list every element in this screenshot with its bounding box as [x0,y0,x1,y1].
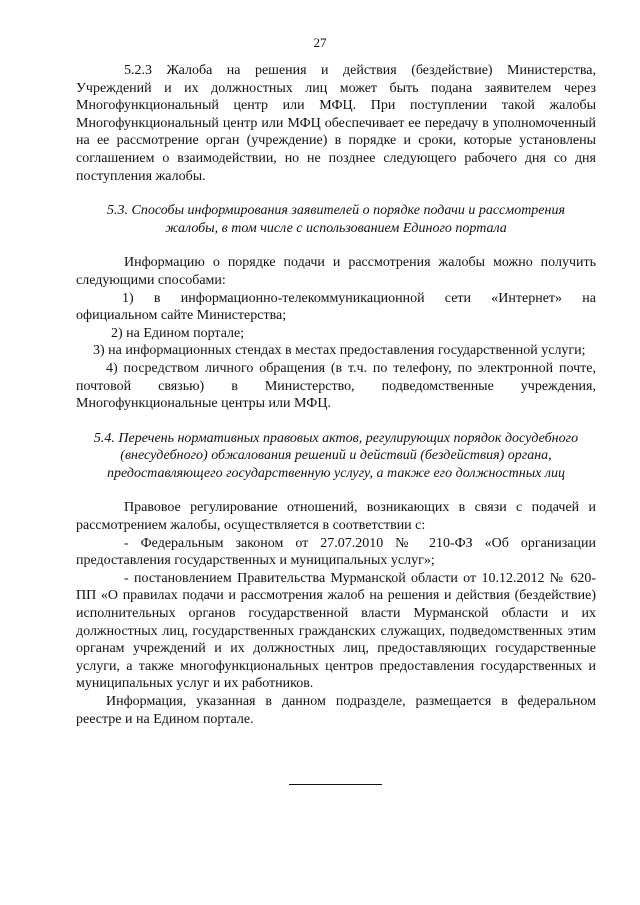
spacer [76,482,596,499]
paragraph-5-4-law-2: - постановлением Правительства Мурманской области от 10.12.2012 № 620-ПП «О правилах подачи и рассмотрения жалоб на решения и действия (бездействие) исполнительных органов государственной власти Мурманской области и их должностных лиц, государственных гражданских служащих, подведомственных этим органам учреждений и их должностных лиц, предоставляющих государственные услуги, а также многофункциональных центров предоставления государственных и муниципальных услуг и их работников. [76,570,596,692]
list-item-5-3-2: 2) на Едином портале; [111,325,245,341]
list-item-5-3-4: 4) посредством личного обращения (в т.ч. по телефону, по электронной почте, почтовой связью) в Министерство, подведомственные учреждения, Многофункциональные центры или МФЦ. [76,360,596,412]
document-body [76,62,596,728]
spacer [76,237,596,254]
paragraph-5-4-info: Информация, указанная в данном подразделе, размещается в федеральном реестре и на Едином портале. [76,694,596,727]
paragraph-5-3-intro: Информацию о порядке подачи и рассмотрения жалобы можно получить следующими способами: [76,255,596,288]
spacer [76,413,596,430]
spacer [76,185,596,202]
paragraph-5-4-law-1: - Федеральным законом от 27.07.2010 № 210-ФЗ «Об организации предоставления государственных и муниципальных услуг»; [76,535,596,569]
heading-5-4: 5.4. Перечень нормативных правовых актов, регулирующих порядок досудебного (внесудебного) обжалования решений и действий (бездействия) органа, предоставляющего государственную услугу, а также его должностных лиц [93,430,579,481]
paragraph-5-2-3: 5.2.3 Жалоба на решения и действия (бездействие) Министерства, Учреждений и их должностных лиц может быть подана заявителем через Многофункциональный центр или МФЦ. При поступлении такой жалобы Многофункциональный центр или МФЦ обеспечивает ее передачу в уполномоченный на ее рассмотрение орган (учреждение) в порядке и сроки, которые установлены соглашением о взаимодействии, но не позднее следующего рабочего дня со дня поступления жалобы. [76,63,596,184]
list-item-5-3-1: 1) в информационно-телекоммуникационной сети «Интернет» на официальном сайте Министерства; [76,290,596,324]
page-number: 27 [313,35,327,50]
end-rule [289,784,382,785]
heading-5-3: 5.3. Способы информирования заявителей о порядке подачи и рассмотрения жалобы, в том числе с использованием Единого портала [107,203,565,236]
paragraph-5-4-intro: Правовое регулирование отношений, возникающих в связи с подачей и рассмотрением жалобы, осуществляется в соответствии с: [76,500,596,534]
list-item-5-3-3: 3) на информационных стендах в местах предоставления государственной услуги; [93,343,586,359]
